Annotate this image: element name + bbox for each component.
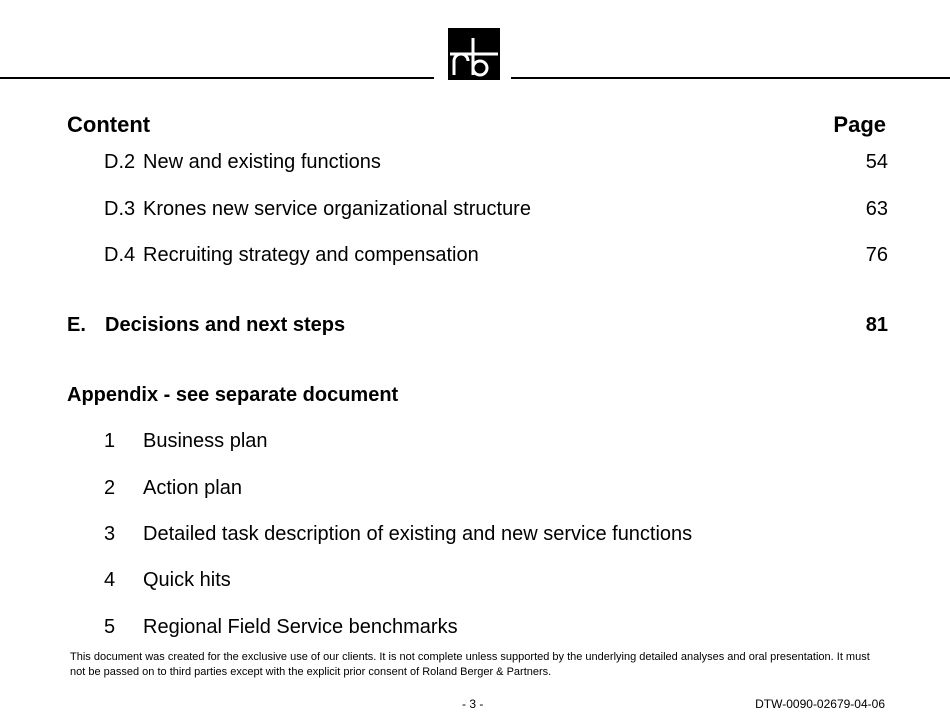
section-title: Decisions and next steps: [105, 314, 346, 336]
page-heading: Page: [833, 112, 886, 137]
section-page: 81: [865, 314, 888, 336]
toc-title: Krones new service organizational structure: [143, 198, 531, 220]
rb-logo: [448, 28, 500, 80]
toc-page: 54: [865, 151, 888, 173]
toc-entry: [0, 242, 950, 268]
appendix-number: 1: [104, 430, 116, 452]
appendix-number: 5: [104, 616, 116, 638]
appendix-number: 4: [104, 569, 116, 591]
appendix-title: Action plan: [143, 477, 242, 499]
header-rule-right: [511, 77, 950, 79]
header-rule-left: [0, 77, 434, 79]
toc-entry: [0, 149, 950, 175]
appendix-item: [0, 428, 950, 454]
appendix-number: 3: [104, 523, 116, 545]
appendix-item: [0, 475, 950, 501]
appendix-title: Quick hits: [143, 569, 231, 591]
toc-page: 63: [865, 198, 888, 220]
toc-entry: [0, 196, 950, 222]
content-heading: Content: [67, 112, 151, 137]
toc-number: D.2: [104, 151, 136, 173]
appendix-title: Detailed task description of existing and new service functions: [143, 523, 693, 545]
appendix-number: 2: [104, 477, 116, 499]
toc-number: D.3: [104, 198, 136, 220]
toc-section-e: [0, 312, 950, 338]
appendix-item: [0, 521, 950, 547]
page-number: - 3 -: [462, 697, 484, 711]
appendix-item: [0, 614, 950, 640]
toc-title: New and existing functions: [143, 151, 381, 173]
toc-page: 76: [865, 244, 888, 266]
document-id: DTW-0090-02679-04-06: [755, 697, 885, 711]
footer-disclaimer: This document was created for the exclusive use of our clients. It is not complete unless supported by the underlying detailed analyses and oral presentation. It must not be passed on to third parties except with the explicit prior consent of Roland Berger & Partners.: [70, 651, 870, 678]
appendix-title: Business plan: [143, 430, 268, 452]
appendix-heading: Appendix - see separate document: [67, 384, 399, 406]
toc-title: Recruiting strategy and compensation: [143, 244, 479, 266]
appendix-title: Regional Field Service benchmarks: [143, 616, 458, 638]
section-number: E.: [67, 314, 86, 336]
appendix-item: [0, 567, 950, 593]
toc-number: D.4: [104, 244, 136, 266]
